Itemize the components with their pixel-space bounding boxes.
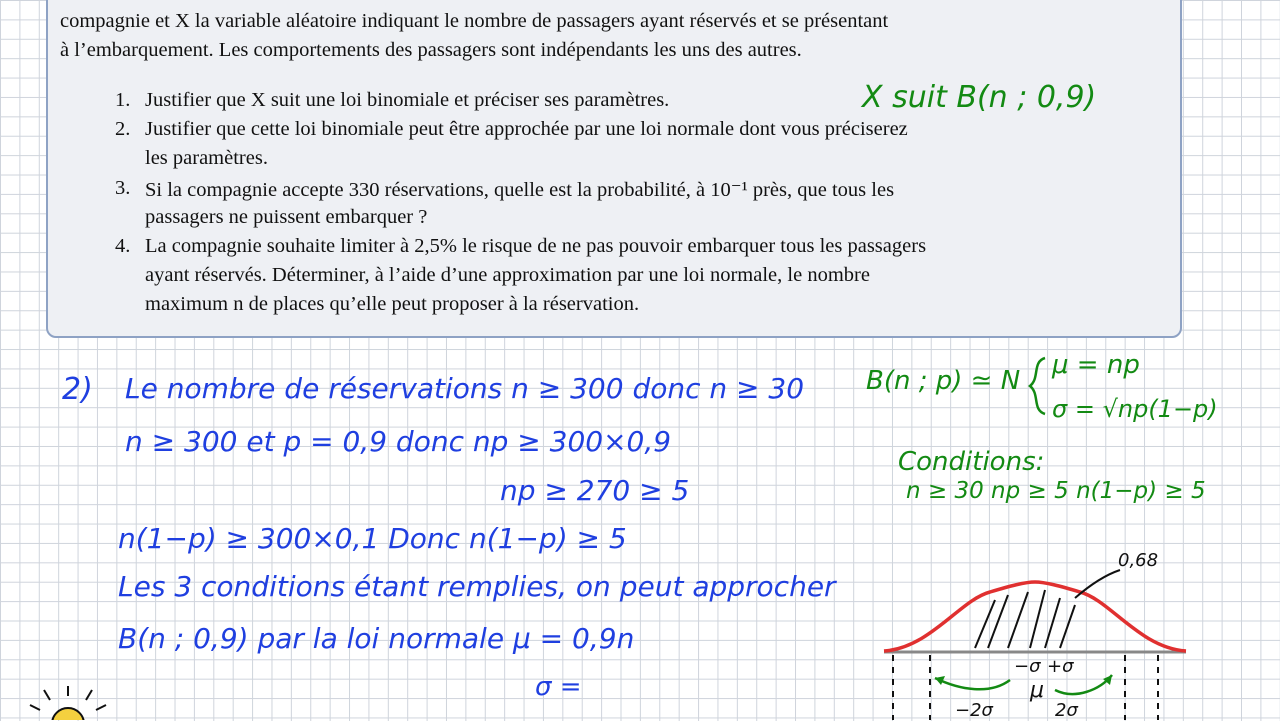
item-1-text: Justifier que X suit une loi binomiale et préciser ses paramètres. — [145, 89, 670, 111]
item-4-text-line-2: ayant réservés. Déterminer, à l’aide d’une approximation par une loi normale, le nombre — [145, 264, 870, 286]
q2-line-6: B(n ; 0,9) par la loi normale μ = 0,9n — [118, 622, 635, 655]
q2-line-2: n ≥ 300 et p = 0,9 donc np ≥ 300×0,9 — [125, 425, 672, 458]
aside-formula-left: B(n ; p) ≃ N — [866, 366, 1021, 396]
q1-handwritten-answer: X suit B(n ; 0,9) — [862, 80, 1097, 115]
aside-sigma: σ = √np(1−p) — [1052, 395, 1218, 423]
item-2-text-line-2: les paramètres. — [145, 147, 268, 169]
arrow-left — [935, 678, 1010, 689]
q2-line-1: Le nombre de réservations n ≥ 300 donc n ≥ 30 — [125, 372, 805, 405]
minus-2sigma-label: −2σ — [955, 700, 993, 721]
item-3-text-line-1: Si la compagnie accepte 330 réservations, quelle est la probabilité, à 10⁻¹ près, que tous les — [145, 179, 895, 201]
q2-line-7: σ = — [535, 672, 582, 702]
item-2-number: 2. — [115, 118, 131, 140]
item-4-text-line-1: La compagnie souhaite limiter à 2,5% le risque de ne pas pouvoir embarquer tous les passagers — [145, 235, 927, 257]
aside-conditions: n ≥ 30 np ≥ 5 n(1−p) ≥ 5 — [906, 478, 1206, 504]
q2-label: 2) — [62, 372, 93, 407]
aside-mu: μ = np — [1052, 350, 1140, 380]
plus-2sigma-label: 2σ — [1055, 700, 1078, 721]
mu-label: μ — [1030, 678, 1044, 703]
problem-line-1: compagnie et X la variable aléatoire indiquant le nombre de passagers ayant réservés et se présentant — [60, 10, 889, 32]
item-4-text-line-3: maximum n de places qu’elle peut proposer à la réservation. — [145, 293, 640, 315]
arrow-right — [1055, 675, 1112, 694]
q2-line-3: np ≥ 270 ≥ 5 — [500, 474, 690, 507]
q2-line-5: Les 3 conditions étant remplies, on peut approcher — [118, 570, 836, 603]
bell-curve — [884, 582, 1186, 651]
q2-line-4: n(1−p) ≥ 300×0,1 Donc n(1−p) ≥ 5 — [118, 522, 627, 555]
hatched-area — [975, 590, 1075, 648]
aside-conditions-title: Conditions: — [898, 447, 1045, 477]
problem-line-2: à l’embarquement. Les comportements des passagers sont indépendants les uns des autres. — [60, 39, 802, 61]
item-3-text-line-2: passagers ne puissent embarquer ? — [145, 206, 428, 228]
item-4-number: 4. — [115, 235, 131, 257]
item-3-number: 3. — [115, 177, 131, 199]
area-label: 0,68 — [1118, 550, 1159, 571]
item-1-number: 1. — [115, 89, 131, 111]
aside-brace — [1030, 358, 1045, 414]
minus-sigma-label: −σ — [1014, 656, 1041, 677]
item-2-text-line-1: Justifier que cette loi binomiale peut être approchée par une loi normale dont vous préciserez — [145, 118, 908, 140]
plus-sigma-label: +σ — [1047, 656, 1074, 677]
